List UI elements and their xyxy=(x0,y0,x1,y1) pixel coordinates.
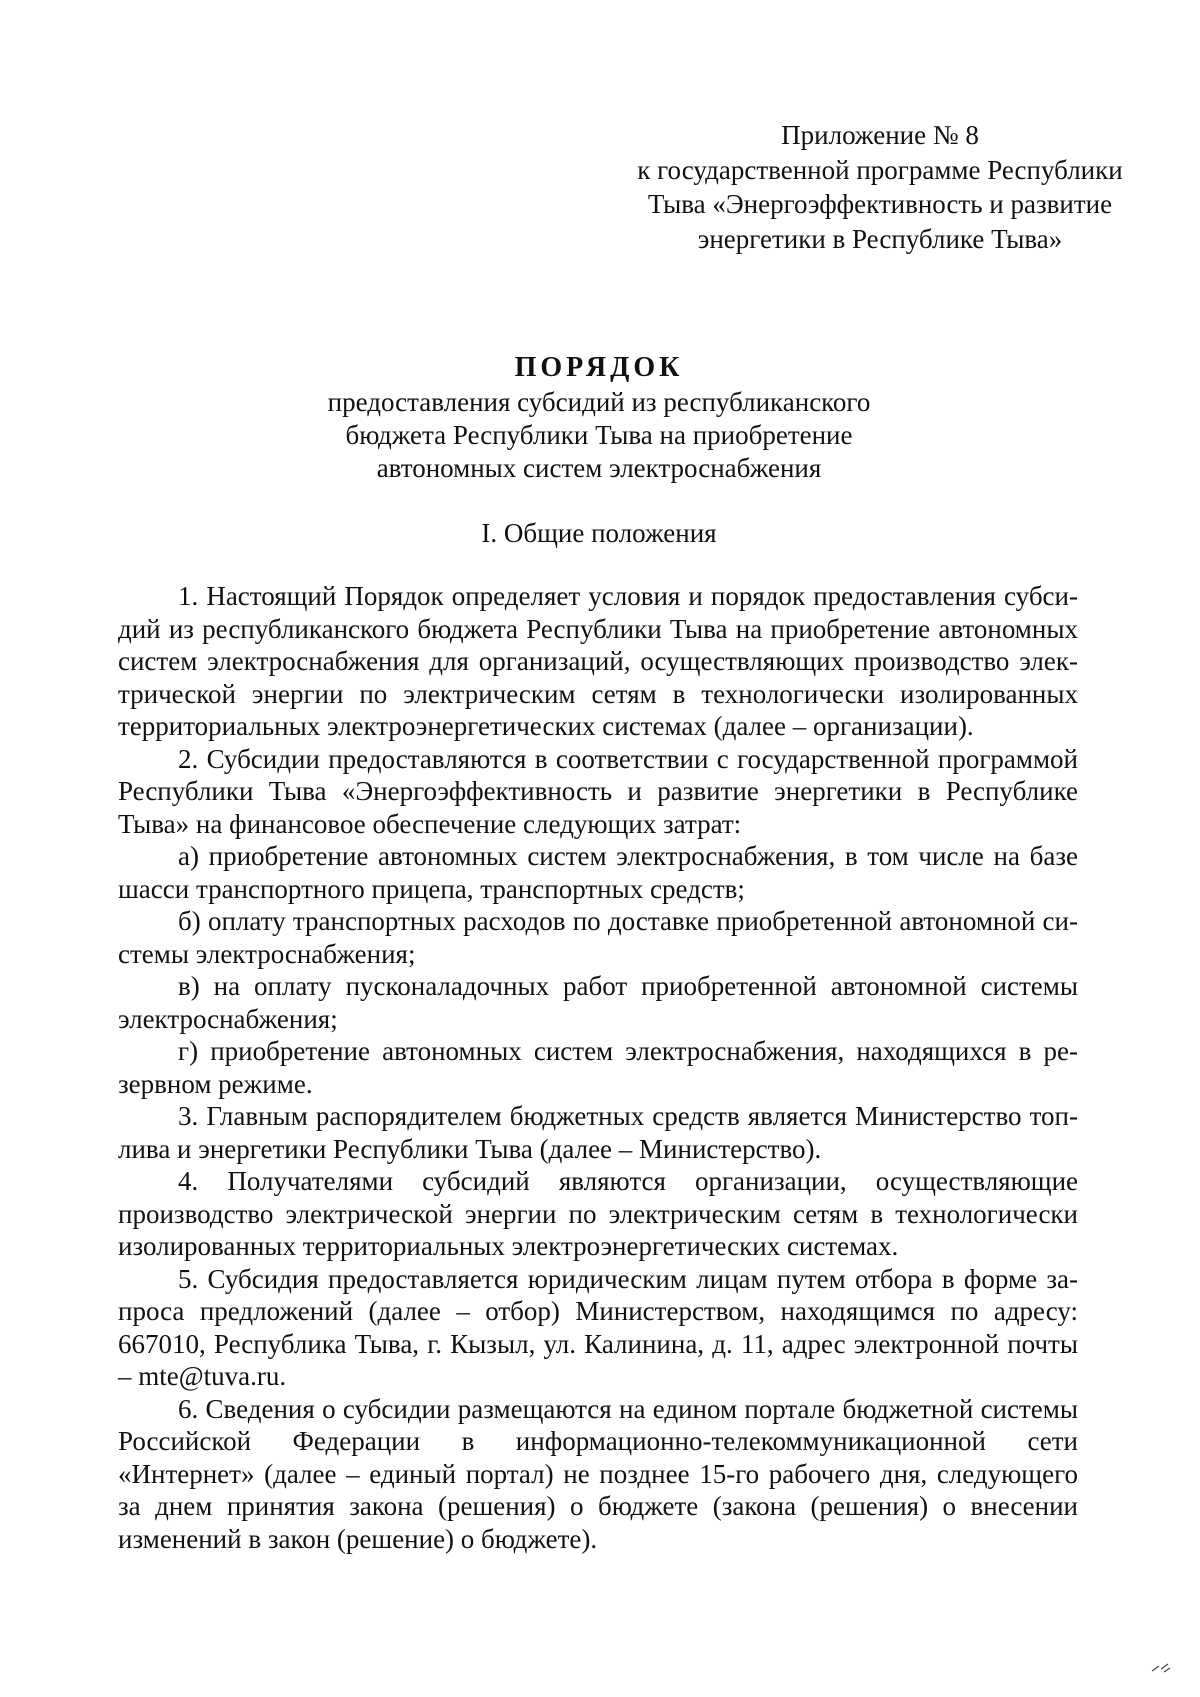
appendix-line: Тыва «Энергоэффективность и развитие xyxy=(647,189,1113,219)
paragraph: б) оплату транспортных расходов по доставке приобретенной автономной системы электроснабжения; xyxy=(118,906,1078,969)
appendix-line: Приложение № 8 xyxy=(781,120,979,150)
document-subtitle xyxy=(120,386,1078,485)
paragraph: 4. Получателями субсидий являются организации, осуществляющие производство электрической энергии по электрическим сетям в технологически изолированных территориальных электроэнергетических системах. xyxy=(118,1166,1078,1261)
paragraph: 5. Субсидия предоставляется юридическим лицам путем отбора в форме запроса предложений (далее – отбор) Министерством, находящимся по адресу: 667010, Республика Тыва, г. Кызыл, ул. Калинина, д. 11, адрес электронной почты – mte@tuva.ru. xyxy=(118,1263,1078,1391)
scan-artifact-mark xyxy=(1150,1660,1172,1674)
appendix-line: к государственной программе Республики xyxy=(637,154,1123,185)
paragraph: в) на оплату пусконаладочных работ приобретенной автономной системы электроснабжения; xyxy=(118,971,1078,1034)
document-title: ПОРЯДОК xyxy=(514,352,684,383)
section-heading: I. Общие положения xyxy=(481,518,717,548)
appendix-block xyxy=(620,118,1140,256)
paragraph: 2. Субсидии предоставляются в соответствии с государственной программой Республики Тыва «Энергоэффективность и развитие энергетики в Республике Тыва» на финансовое обеспечение следующих затрат: xyxy=(118,743,1078,839)
subtitle-line: бюджета Республики Тыва на приобретение xyxy=(345,420,853,450)
body-text xyxy=(118,580,1078,1555)
paragraph: 3. Главным распорядителем бюджетных средств является Министерство топлива и энергетики Республики Тыва (далее – Министерство). xyxy=(118,1101,1078,1164)
paragraph: г) приобретение автономных систем электроснабжения, находящихся в резервном режиме. xyxy=(118,1036,1078,1099)
subtitle-line: автономных систем электроснабжения xyxy=(376,453,822,483)
paragraph: 1. Настоящий Порядок определяет условия и порядок предоставления субсидий из республиканского бюджета Республики Тыва на приобретение автономных систем электроснабжения для организаций, осуществляющих производство электрической энергии по электрическим сетям в технологически изолированных территориальных электроэнергетических системах (далее – организации). xyxy=(118,581,1078,741)
subtitle-line: предоставления субсидий из республиканского xyxy=(327,387,871,417)
appendix-line: энергетики в Республике Тыва» xyxy=(697,223,1063,254)
paragraph: 6. Сведения о субсидии размещаются на едином портале бюджетной системы Российской Федерации в информационно-телекоммуникационной сети «Интернет» (далее – единый портал) не позднее 15-го рабочего дня, следующего за днем принятия закона (решения) о бюджете (закона (решения) о внесении изменений в закон (решение) о бюджете). xyxy=(118,1393,1078,1554)
paragraph: а) приобретение автономных систем электроснабжения, в том числе на базе шасси транспортного прицепа, транспортных средств; xyxy=(118,841,1078,904)
